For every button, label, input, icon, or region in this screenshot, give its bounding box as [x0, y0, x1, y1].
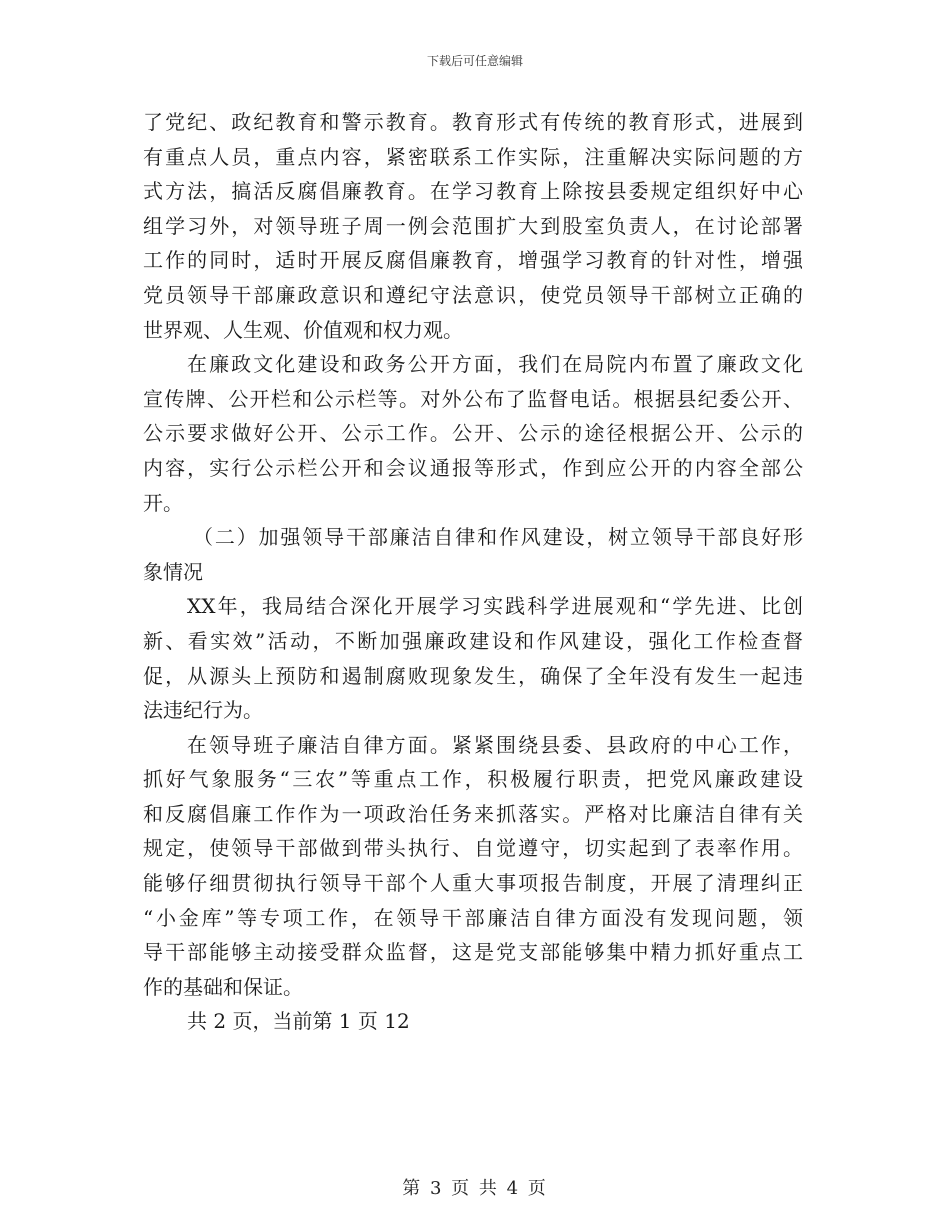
page-number: 第 3 页 共 4 页 [402, 1178, 548, 1199]
body-line: 宣传牌、公开栏和公示栏等。对外公布了监督电话。根据县纪委公开、 [143, 386, 803, 411]
body-line: XX年，我局结合深化开展学习实践科学进展观和“学先进、比创 [187, 594, 803, 619]
body-line: 在领导班子廉洁自律方面。紧紧围绕县委、县政府的中心工作， [187, 732, 803, 757]
body-line: 组学习外，对领导班子周一例会范围扩大到股室负责人，在讨论部署 [143, 213, 803, 238]
document-body [143, 105, 803, 1039]
page-header-note: 下载后可任意编辑 [426, 54, 523, 68]
section-heading: （二）加强领导干部廉洁自律和作风建设，树立领导干部良好形 [193, 525, 803, 550]
body-line: 世界观、人生观、价值观和权力观。 [143, 317, 463, 342]
body-line: “小金库”等专项工作，在领导干部廉洁自律方面没有发现问题，领 [143, 905, 803, 930]
section-heading: 象情况 [143, 559, 203, 584]
body-line: 内容，实行公示栏公开和会议通报等形式，作到应公开的内容全部公 [143, 455, 803, 480]
body-line: 工作的同时，适时开展反腐倡廉教育，增强学习教育的针对性，增强 [143, 248, 803, 273]
body-line: 导干部能够主动接受群众监督，这是党支部能够集中精力抓好重点工 [143, 940, 803, 965]
body-line: 党员领导干部廉政意识和遵纪守法意识，使党员领导干部树立正确的 [143, 282, 803, 307]
body-line: 抓好气象服务“三农”等重点工作，积极履行职责，把党风廉政建设 [143, 767, 803, 792]
body-line: 了党纪、政纪教育和警示教育。教育形式有传统的教育形式，进展到 [143, 110, 803, 134]
body-line: 在廉政文化建设和政务公开方面，我们在局院内布置了廉政文化 [187, 352, 803, 377]
body-line: 法违纪行为。 [143, 698, 263, 723]
body-line: 有重点人员，重点内容，紧密联系工作实际，注重解决实际问题的方 [143, 144, 803, 169]
body-line: 作的基础和保证。 [143, 974, 303, 999]
body-line: 规定，使领导干部做到带头执行、自觉遵守，切实起到了表率作用。 [143, 836, 803, 861]
body-line: 新、看实效”活动，不断加强廉政建设和作风建设，强化工作检查督 [143, 628, 803, 653]
body-line: 公示要求做好公开、公示工作。公开、公示的途径根据公开、公示的 [143, 421, 803, 446]
page-count-note: 共 2 页，当前第 1 页 12 [187, 1009, 410, 1034]
body-line: 和反腐倡廉工作作为一项政治任务来抓落实。严格对比廉洁自律有关 [143, 801, 803, 826]
body-line: 式方法，搞活反腐倡廉教育。在学习教育上除按县委规定组织好中心 [143, 179, 803, 204]
body-line: 促，从源头上预防和遏制腐败现象发生，确保了全年没有发生一起违 [143, 663, 803, 688]
body-line: 开。 [143, 490, 183, 515]
body-line: 能够仔细贯彻执行领导干部个人重大事项报告制度，开展了清理纠正 [143, 871, 803, 896]
